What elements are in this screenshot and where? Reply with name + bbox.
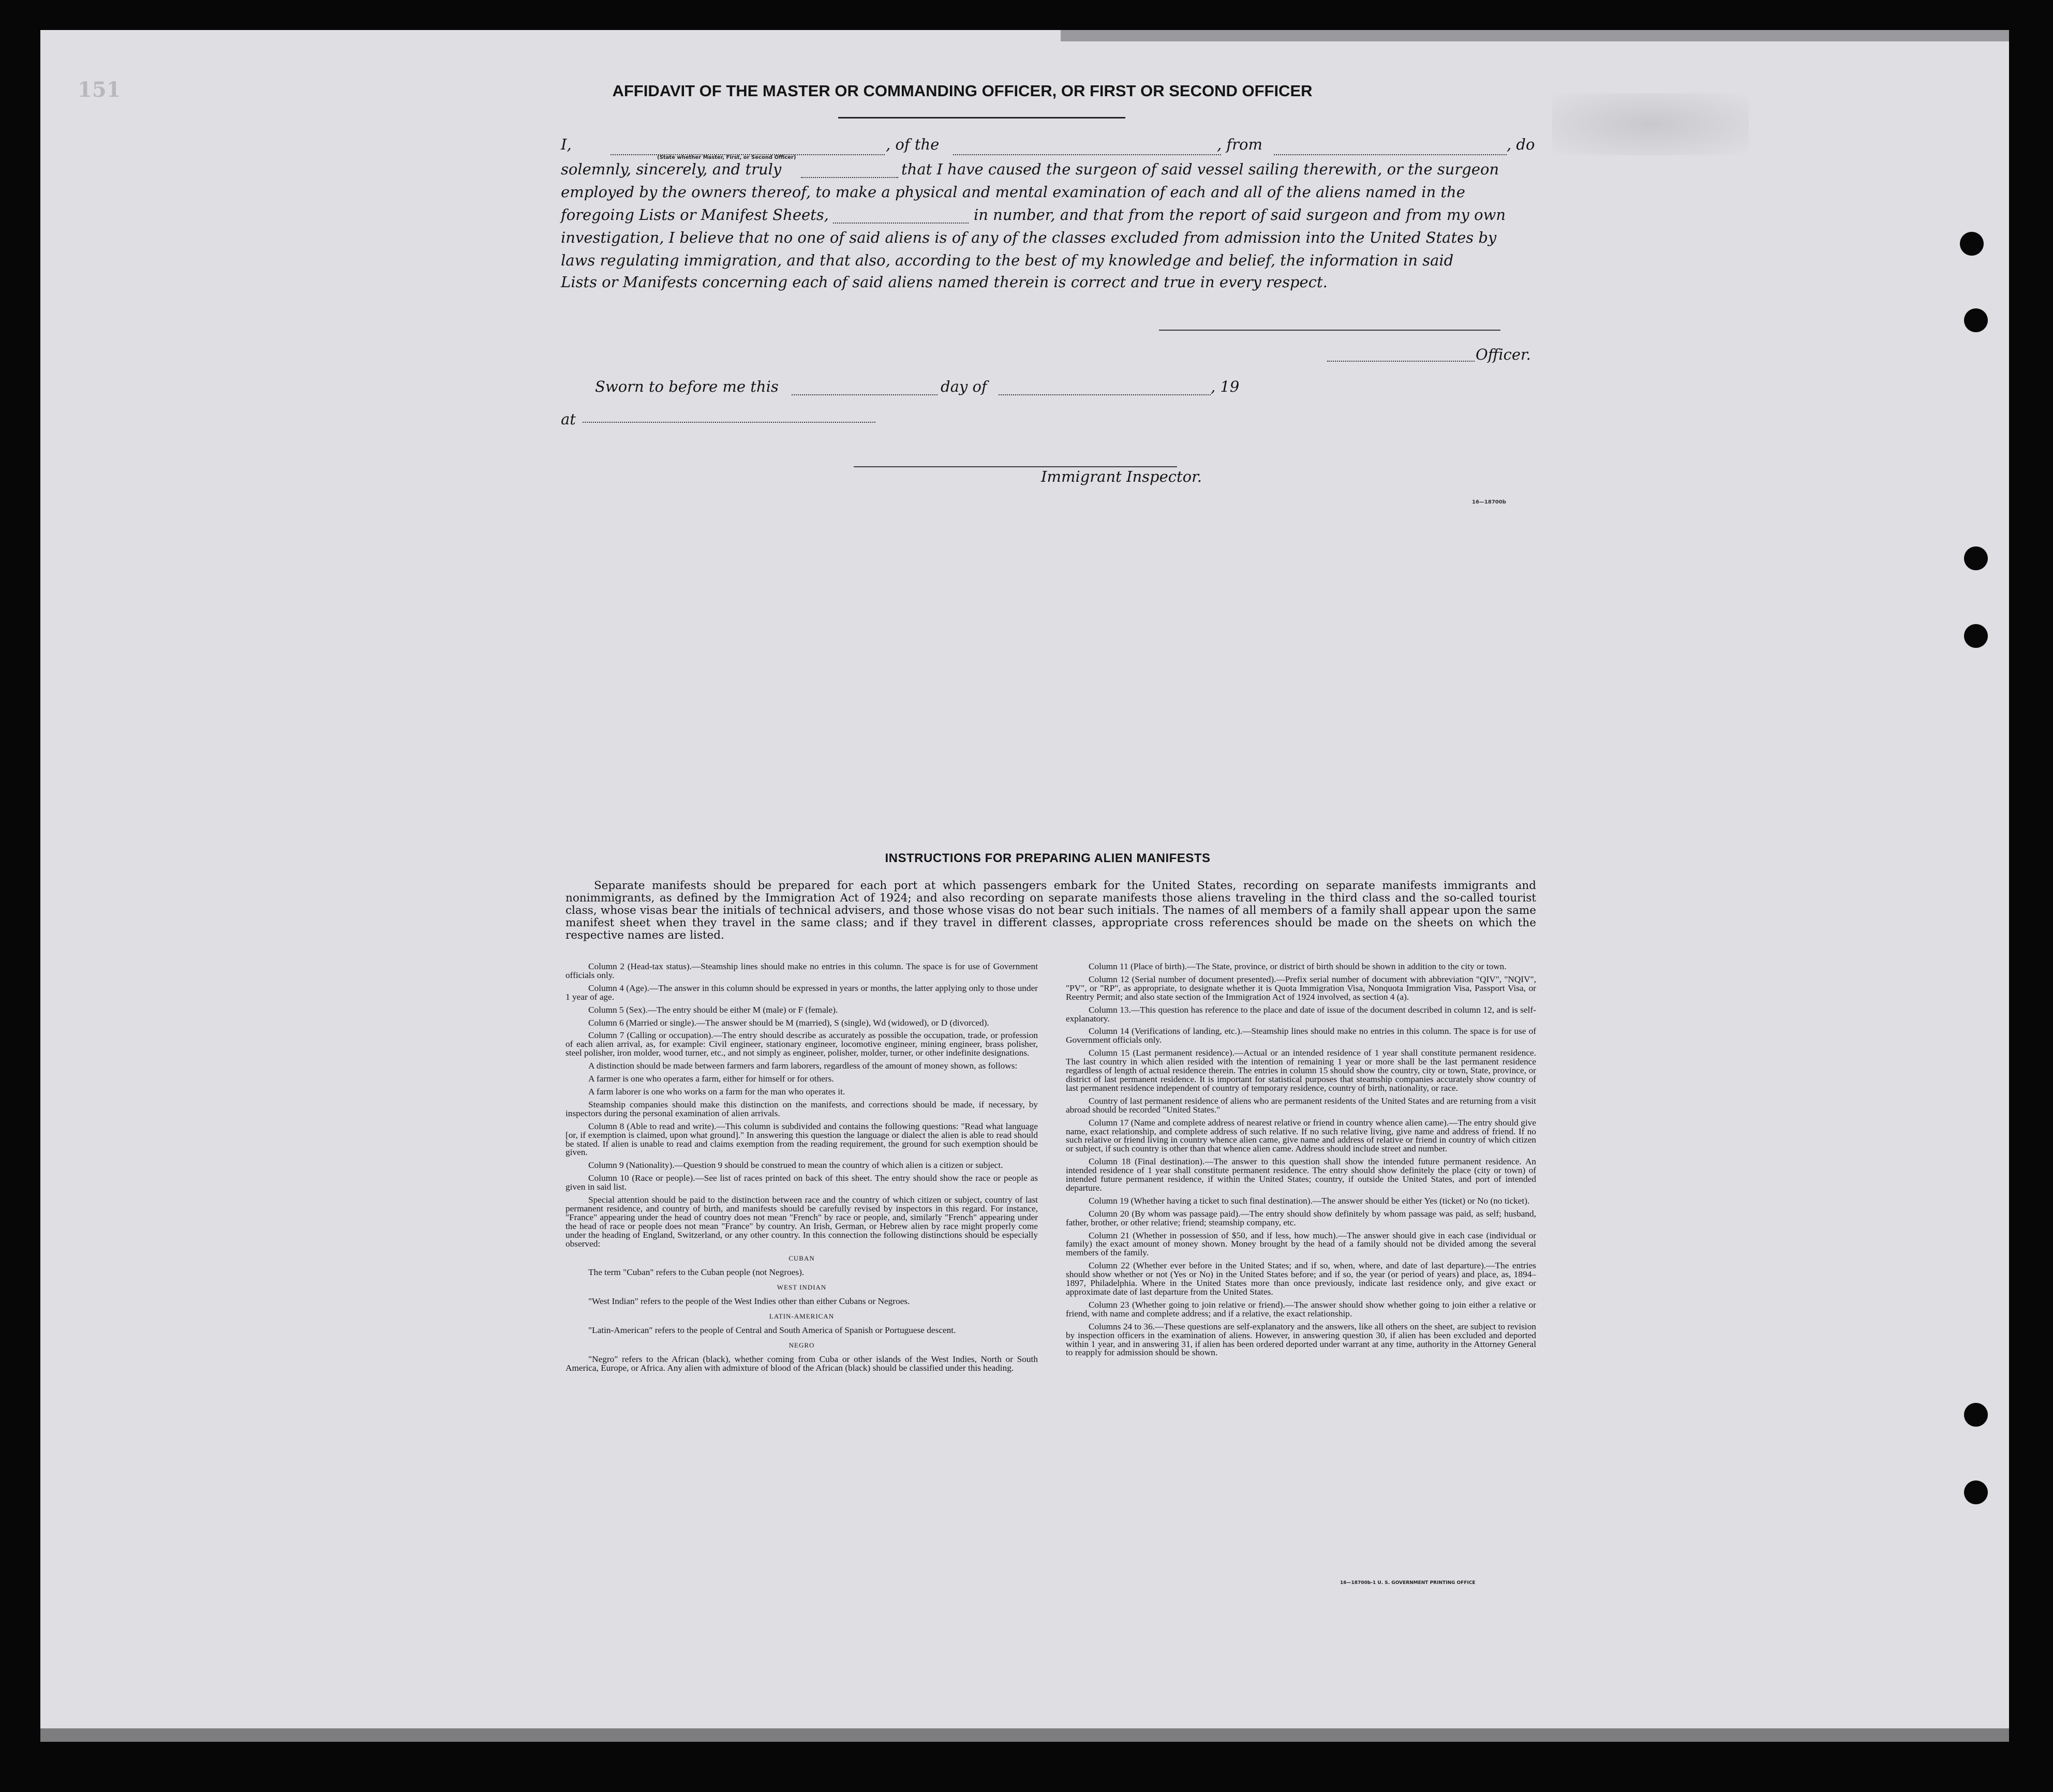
printing-office-footer: 16—18700b-1 U. S. GOVERNMENT PRINTING OFFICE	[1340, 1580, 1476, 1586]
page-stamp: 151	[78, 78, 121, 102]
affidavit-title: AFFIDAVIT OF THE MASTER OR COMMANDING OFFICER, OR FIRST OR SECOND OFFICER	[612, 82, 1313, 100]
instruction-paragraph: Column 22 (Whether ever before in the United States; and if so, when, where, and date of last departure).—The entries should show whether or not (Yes or No) in the United States before; and if so, the year (or period of years) and place, as, 1894–1897, Philadelphia. Where in the United States more than once previously, indicate last residence only, and give exact or approximate date of last departure from the United States.	[1066, 1261, 1536, 1297]
punch-hole-icon	[1964, 1480, 1988, 1504]
sheet-count-field[interactable]	[833, 223, 969, 224]
punch-hole-icon	[1964, 1403, 1988, 1427]
affidavit-line-2a: solemnly, sincerely, and truly	[561, 160, 782, 178]
of-the-label: , of the	[886, 136, 940, 153]
instruction-paragraph: Column 4 (Age).—The answer in this column should be expressed in years or months, the latter applying only to those under 1 year of age.	[566, 983, 1038, 1002]
sworn-label: Sworn to before me this	[595, 378, 779, 395]
instruction-paragraph: Column 20 (By whom was passage paid).—The entry should show definitely by whom passage was paid, as self; husband, father, brother, or other relative; friend; steamship company, etc.	[1066, 1208, 1536, 1227]
page-edge-strip	[1061, 30, 2009, 41]
instruction-paragraph: "West Indian" refers to the people of the West Indies other than either Cubans or Negroes.	[588, 1296, 910, 1307]
instruction-paragraph: Column 11 (Place of birth).—The State, province, or district of birth should be shown in addition to the city or town.	[1089, 961, 1507, 971]
instruction-paragraph: Column 19 (Whether having a ticket to such final destination).—The answer should be either Yes (ticket) or No (no ticket).	[1089, 1195, 1530, 1206]
vessel-name-field[interactable]	[953, 154, 1221, 155]
instructions-right-column	[1066, 962, 1536, 1361]
sworn-day-field[interactable]	[792, 394, 938, 395]
instruction-paragraph: Column 15 (Last permanent residence).—Actual or an intended residence of 1 year shall constitute permanent residence. The last country in which alien resided with the intention of remaining 1 year or more shall be the last permanent residence regardless of length of actual residence therein. The entries in column 15 should show the country, city or town, State, province, or district of last permanent residence. It is important for statistical purposes that steamship companies accurately show country of last permanent residence independent of country of temporary residence, country of birth, nationality, or race.	[1066, 1048, 1536, 1093]
title-underline	[838, 117, 1125, 119]
instruction-paragraph: Column 18 (Final destination).—The answer to this question shall show the intended future permanent residence. An intended residence of 1 year shall constitute permanent residence. The entry should show definitely the place (city or town) of intended future permanent residence, if within the United States; country, if outside the United States, and port of intended departure.	[1066, 1157, 1536, 1193]
year-label: , 19	[1211, 378, 1240, 395]
signature-line[interactable]	[1159, 330, 1500, 331]
affidavit-line-2b: that I have caused the surgeon of said vessel sailing therewith, or the surgeon	[901, 160, 1499, 178]
affidavit-line-6: laws regulating immigration, and that also, according to the best of my knowledge and belief, the information in said	[561, 251, 1454, 269]
instruction-paragraph: Columns 24 to 36.—These questions are self-explanatory and the answers, like all others on the sheet, are subject to revision by inspection officers in the examination of aliens. However, in answering question 30, if alien has been excluded and deported within 1 year, and in answering 31, if alien has been ordered deported under warrant at any time, authority in the Attorney General to reapply for admission should be shown.	[1066, 1321, 1536, 1358]
instruction-paragraph: A farmer is one who operates a farm, either for himself or for others.	[588, 1074, 834, 1084]
instruction-paragraph: Column 23 (Whether going to join relative or friend).—The answer should show whether going to join either a relative or friend, with name and complete address; and if a relative, the exact relationship.	[1066, 1299, 1536, 1319]
officer-title-field[interactable]	[1327, 361, 1475, 362]
instruction-paragraph: "Negro" refers to the African (black), whether coming from Cuba or other islands of the West Indies, North or South America, Europe, or Africa. Any alien with admixture of blood of the African (black) should be classified under this heading.	[566, 1354, 1038, 1373]
instruction-paragraph: A distinction should be made between farmers and farm laborers, regardless of the amount of money shown, as follows:	[588, 1061, 1018, 1071]
oath-type-field[interactable]	[801, 177, 898, 178]
section-heading-west-indian: WEST INDIAN	[777, 1283, 827, 1292]
inspector-signature-line[interactable]	[854, 466, 1177, 467]
punch-hole-icon	[1964, 308, 1988, 332]
text-i: I,	[561, 136, 572, 153]
instruction-paragraph: A farm laborer is one who works on a farm for the man who operates it.	[588, 1086, 845, 1097]
affidavit-line-7: Lists or Manifests concerning each of said aliens named therein is correct and true in every respect.	[561, 273, 1328, 291]
punch-hole-icon	[1960, 232, 1984, 256]
section-heading-negro: NEGRO	[789, 1341, 815, 1349]
instruction-paragraph: Special attention should be paid to the distinction between race and the country of which citizen or subject, country of last permanent residence, and country of birth, and manifests should be carefully revised by inspectors in this regard. For instance, "France" appearing under the head of country does not mean "French" by race or people, and, similarly "French" appearing under the head of race or people does not mean "France" by country. An Irish, German, or Hebrew alien by race might properly come under the heading of England, Switzerland, or any other country. In this connection the following distinctions should be especially observed:	[566, 1195, 1038, 1249]
from-label: , from	[1217, 136, 1262, 153]
instruction-paragraph: "Latin-American" refers to the people of Central and South America of Spanish or Portuguese descent.	[588, 1325, 956, 1335]
day-of-label: day of	[941, 378, 987, 395]
sworn-place-field[interactable]	[583, 422, 875, 423]
instruction-paragraph: Column 9 (Nationality).—Question 9 should be construed to mean the country of which alien is a citizen or subject.	[588, 1160, 1003, 1171]
instruction-paragraph: Steamship companies should make this distinction on the manifests, and corrections should be made, if necessary, by inspectors during the personal examination of alien arrivals.	[566, 1099, 1038, 1118]
instruction-paragraph: Column 2 (Head-tax status).—Steamship lines should make no entries in this column. The space is for use of Government officials only.	[566, 961, 1038, 980]
officer-label: Officer.	[1476, 346, 1531, 363]
instruction-paragraph: Column 17 (Name and complete address of nearest relative or friend in country whence alien came).—The entry should give name, exact relationship, and complete address of such relative. If no such relative living, give name and address of friend. If no such relative or friend living in country whence alien came, give name and address of relative or friend in country of which citizen or subject, if such country is other than that whence alien came. Address should include street and number.	[1066, 1117, 1536, 1154]
instruction-paragraph: Column 8 (Able to read and write).—This column is subdivided and contains the following questions: "Read what language [or, if exemption is claimed, upon what ground]." In answering this question the language or dialect the alien is able to read should be stated. If alien is unable to read and claims exemption from the reading requirement, the ground for such exemption should be given.	[566, 1121, 1038, 1158]
punch-hole-icon	[1964, 624, 1988, 648]
instruction-paragraph: Column 21 (Whether in possession of $50, and if less, how much).—The answer should give in each case (individual or family) the exact amount of money shown. Money brought by the head of a family should not be divided among the several members of the family.	[1066, 1230, 1536, 1258]
affidavit-line-3: employed by the owners thereof, to make a physical and mental examination of each and all of the aliens named in the	[561, 183, 1465, 201]
instruction-paragraph: Column 10 (Race or people).—See list of races printed on back of this sheet. The entry should show the race or people as given in said list.	[566, 1173, 1038, 1192]
instruction-paragraph: Column 14 (Verifications of landing, etc.).—Steamship lines should make no entries in this column. The space is for use of Government officials only.	[1066, 1026, 1536, 1045]
instruction-paragraph: Column 6 (Married or single).—The answer should be M (married), S (single), Wd (widowed), or D (divorced).	[588, 1017, 989, 1028]
instruction-paragraph: Column 13.—This question has reference to the place and date of issue of the document described in column 12, and is self-explanatory.	[1066, 1004, 1536, 1024]
section-heading-cuban: CUBAN	[789, 1254, 815, 1263]
section-heading-latin-american: LATIN-AMERICAN	[769, 1312, 835, 1321]
instructions-left-column	[566, 962, 1038, 1377]
page-bottom-edge	[40, 1728, 2009, 1742]
rank-caption: (State whether Master, First, or Second Officer)	[657, 155, 796, 160]
instructions-intro: Separate manifests should be prepared for each port at which passengers embark for the United States, recording on separate manifests immigrants and nonimmigrants, as defined by the Immigration Act of 1924; and also recording on separate manifests those aliens traveling in the third class and the so-called tourist class, whose visas bear the initials of technical advisers, and those whose visas do not bear such initials. The names of all members of a family shall appear upon the same manifest sheet when they travel in the same class; and if they travel in different classes, appropriate cross references should be made on the sheets on which the respective names are listed.	[566, 879, 1536, 942]
instruction-paragraph: Column 12 (Serial number of document presented).—Prefix serial number of document with abbreviation "QIV", "NQIV", "PV", or "RP", as appropriate, to designate whether it is Quota Immigration Visa, Nonquota Immigration Visa, Passport Visa, or Reentry Permit; and also state section of the Immigration Act of 1924 involved, as section 4 (a).	[1066, 974, 1536, 1002]
instruction-paragraph: Column 5 (Sex).—The entry should be either M (male) or F (female).	[588, 1004, 838, 1015]
sworn-month-field[interactable]	[999, 394, 1211, 395]
instruction-paragraph: Column 7 (Calling or occupation).—The entry should describe as accurately as possible the occupation, trade, or profession of each alien arrival, as, for example: Civil engineer, stationary engineer, locomotive engineer, mining engineer, brass polisher, steel polisher, iron molder, wood turner, etc., and not simply as engineer, polisher, molder, turner, or other indefinite designations.	[566, 1030, 1038, 1058]
affidavit-line-4a: foregoing Lists or Manifest Sheets,	[561, 206, 829, 224]
at-label: at	[561, 410, 576, 428]
affidavit-line-1	[561, 136, 572, 153]
instruction-paragraph: The term "Cuban" refers to the Cuban people (not Negroes).	[588, 1267, 805, 1278]
instruction-paragraph: Country of last permanent residence of aliens who are permanent residents of the United States and are returning from a visit abroad should be recorded "United States."	[1066, 1095, 1536, 1115]
page-smudge	[1552, 93, 1749, 155]
form-code: 16—18700b	[1472, 499, 1506, 505]
affidavit-line-5: investigation, I believe that no one of said aliens is of any of the classes excluded from admission into the United States by	[561, 229, 1497, 246]
do-label: , do	[1507, 136, 1535, 153]
punch-hole-icon	[1964, 546, 1988, 570]
affidavit-line-4b: in number, and that from the report of said surgeon and from my own	[974, 206, 1506, 224]
instructions-title: INSTRUCTIONS FOR PREPARING ALIEN MANIFESTS	[885, 851, 1211, 865]
port-from-field[interactable]	[1274, 154, 1507, 155]
inspector-label: Immigrant Inspector.	[1041, 468, 1202, 485]
